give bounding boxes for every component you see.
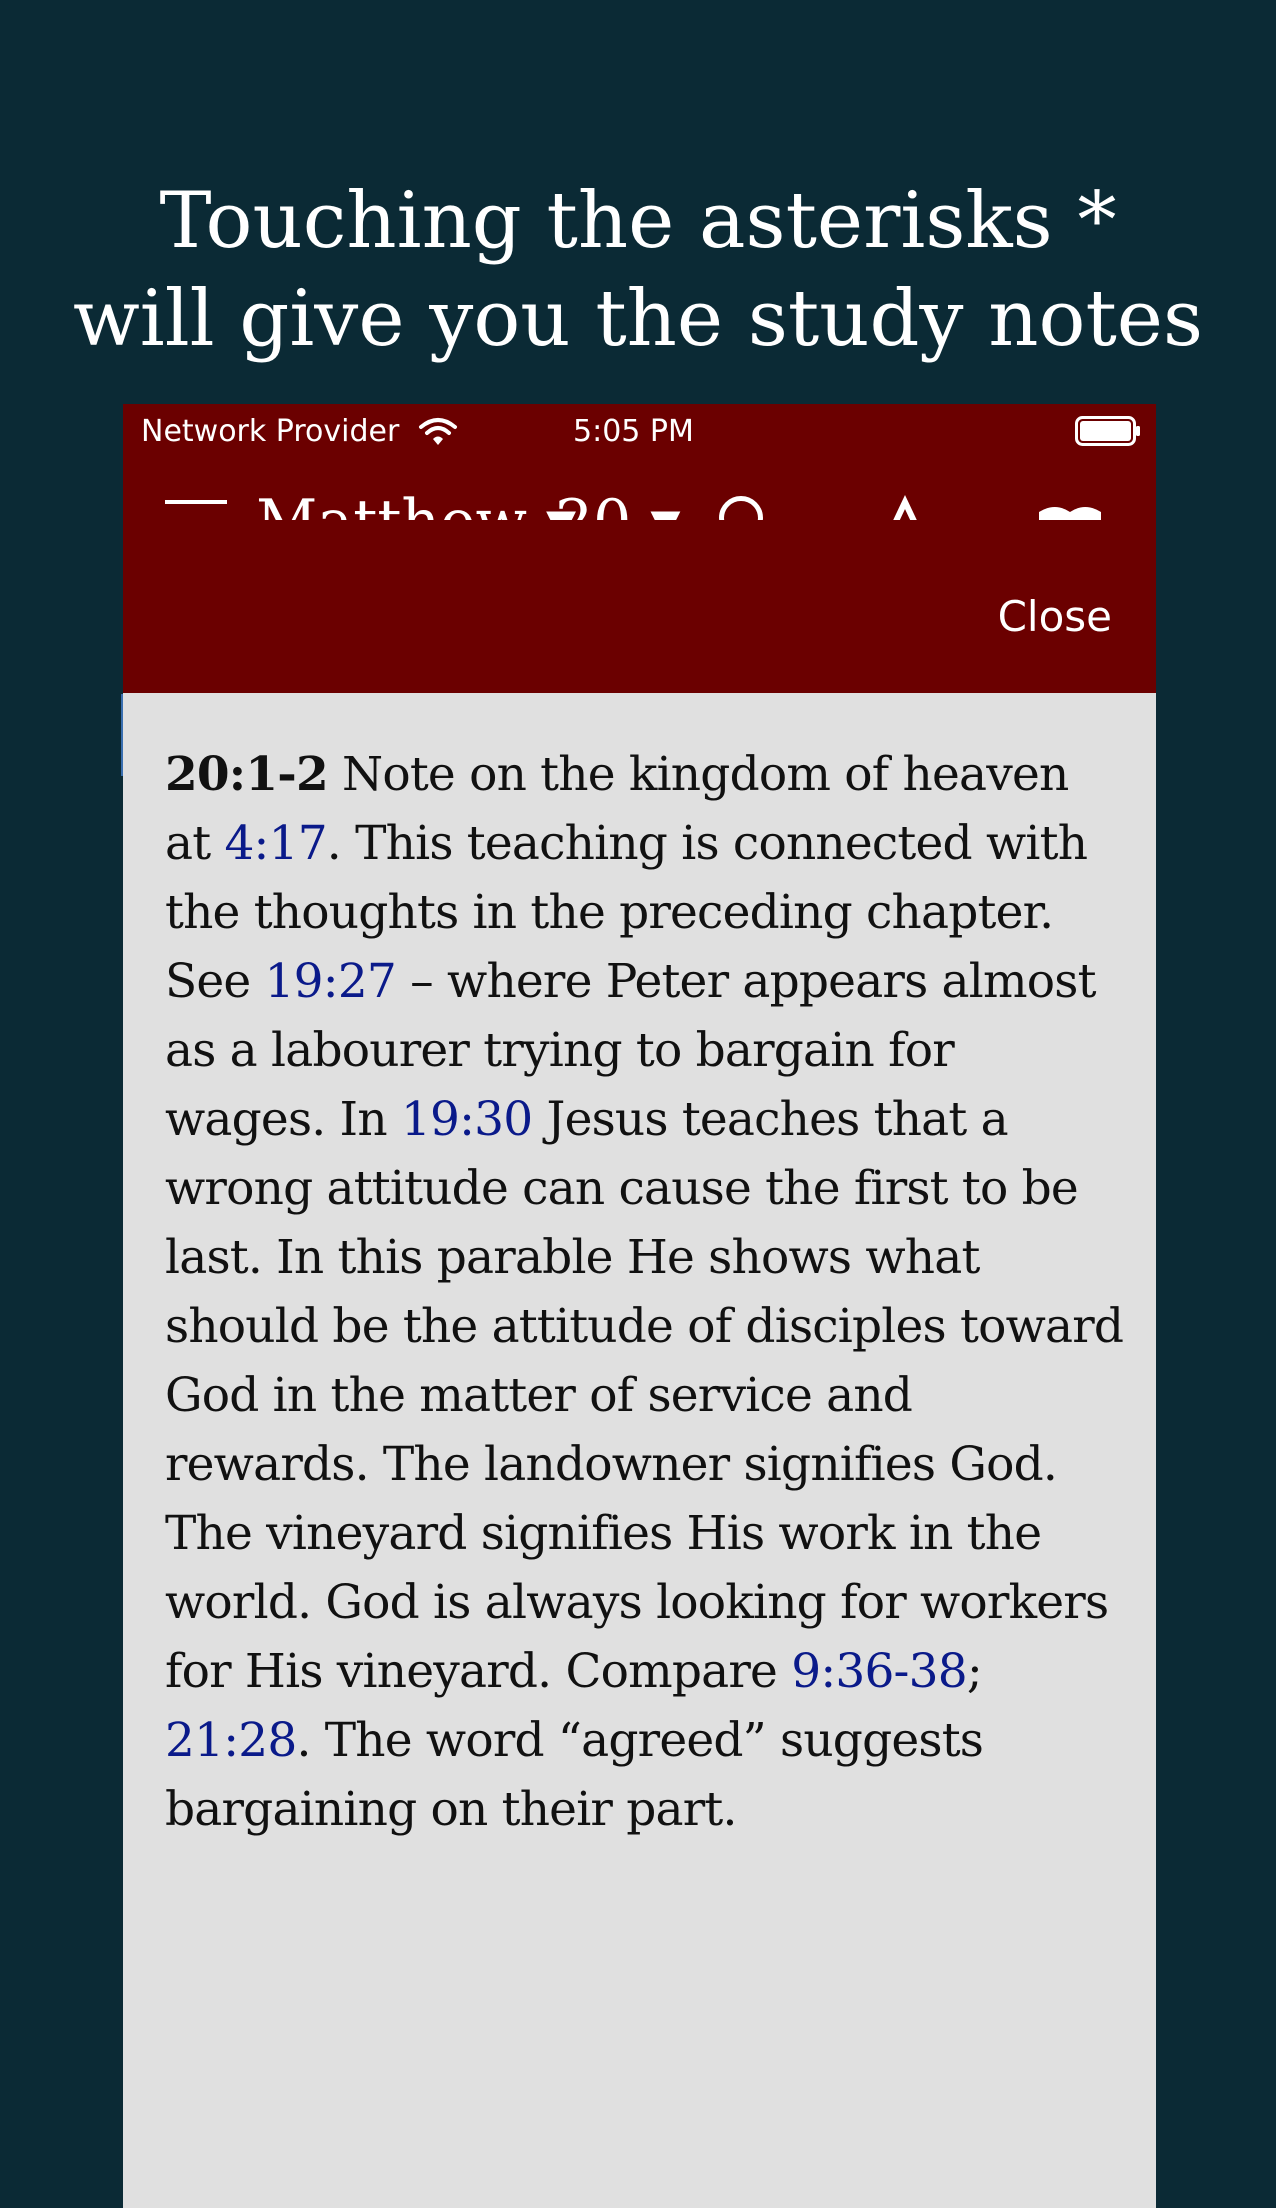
note-text: . The word “agreed” suggests bargaining on their part. xyxy=(165,1713,984,1837)
status-time: 5:05 PM xyxy=(573,414,694,449)
carrier-label: Network Provider xyxy=(141,414,400,449)
note-text: – where Peter appears almost as a labourer trying to bargain for wages. In xyxy=(165,954,1096,1147)
study-note-text xyxy=(165,740,1125,1844)
headline-line-2: will give you the study notes xyxy=(72,274,1203,364)
notes-sheet-header xyxy=(123,520,1156,693)
verse-link[interactable]: 19:30 xyxy=(400,1092,533,1147)
wifi-icon xyxy=(419,416,457,446)
app-top-bar xyxy=(123,404,1156,693)
note-text: . This teaching is connected with the thoughts in the preceding chapter. See xyxy=(165,816,1088,1009)
status-bar xyxy=(123,404,1156,460)
headline-line-1: Touching the asterisks * xyxy=(159,176,1117,266)
note-text: ; xyxy=(966,1644,982,1699)
note-reference: 20:1-2 xyxy=(165,747,328,802)
navigation-bar xyxy=(123,474,1156,520)
verse-link[interactable]: 9:36-38 xyxy=(791,1644,967,1699)
close-button[interactable]: Close xyxy=(997,592,1112,641)
verse-link[interactable]: 19:27 xyxy=(264,954,397,1009)
verse-link[interactable]: 21:28 xyxy=(165,1713,297,1768)
battery-icon xyxy=(1075,416,1141,446)
note-text: Jesus teaches that a wrong attitude can cause the first to be last. In this parable He shows what should be the attitude of disciples toward God in the matter of service and rewards. The landowner signifies God. The vineyard signifies His work in the world. God is always looking for workers for His vineyard. Compare xyxy=(165,1092,1124,1699)
note-text: Note on the kingdom of heaven at xyxy=(165,747,1069,871)
promo-headline xyxy=(0,172,1276,368)
verse-link[interactable]: 4:17 xyxy=(224,816,327,871)
menu-icon[interactable] xyxy=(165,500,227,504)
sheet-edge-accent xyxy=(121,694,123,776)
phone-screen xyxy=(123,404,1156,2208)
